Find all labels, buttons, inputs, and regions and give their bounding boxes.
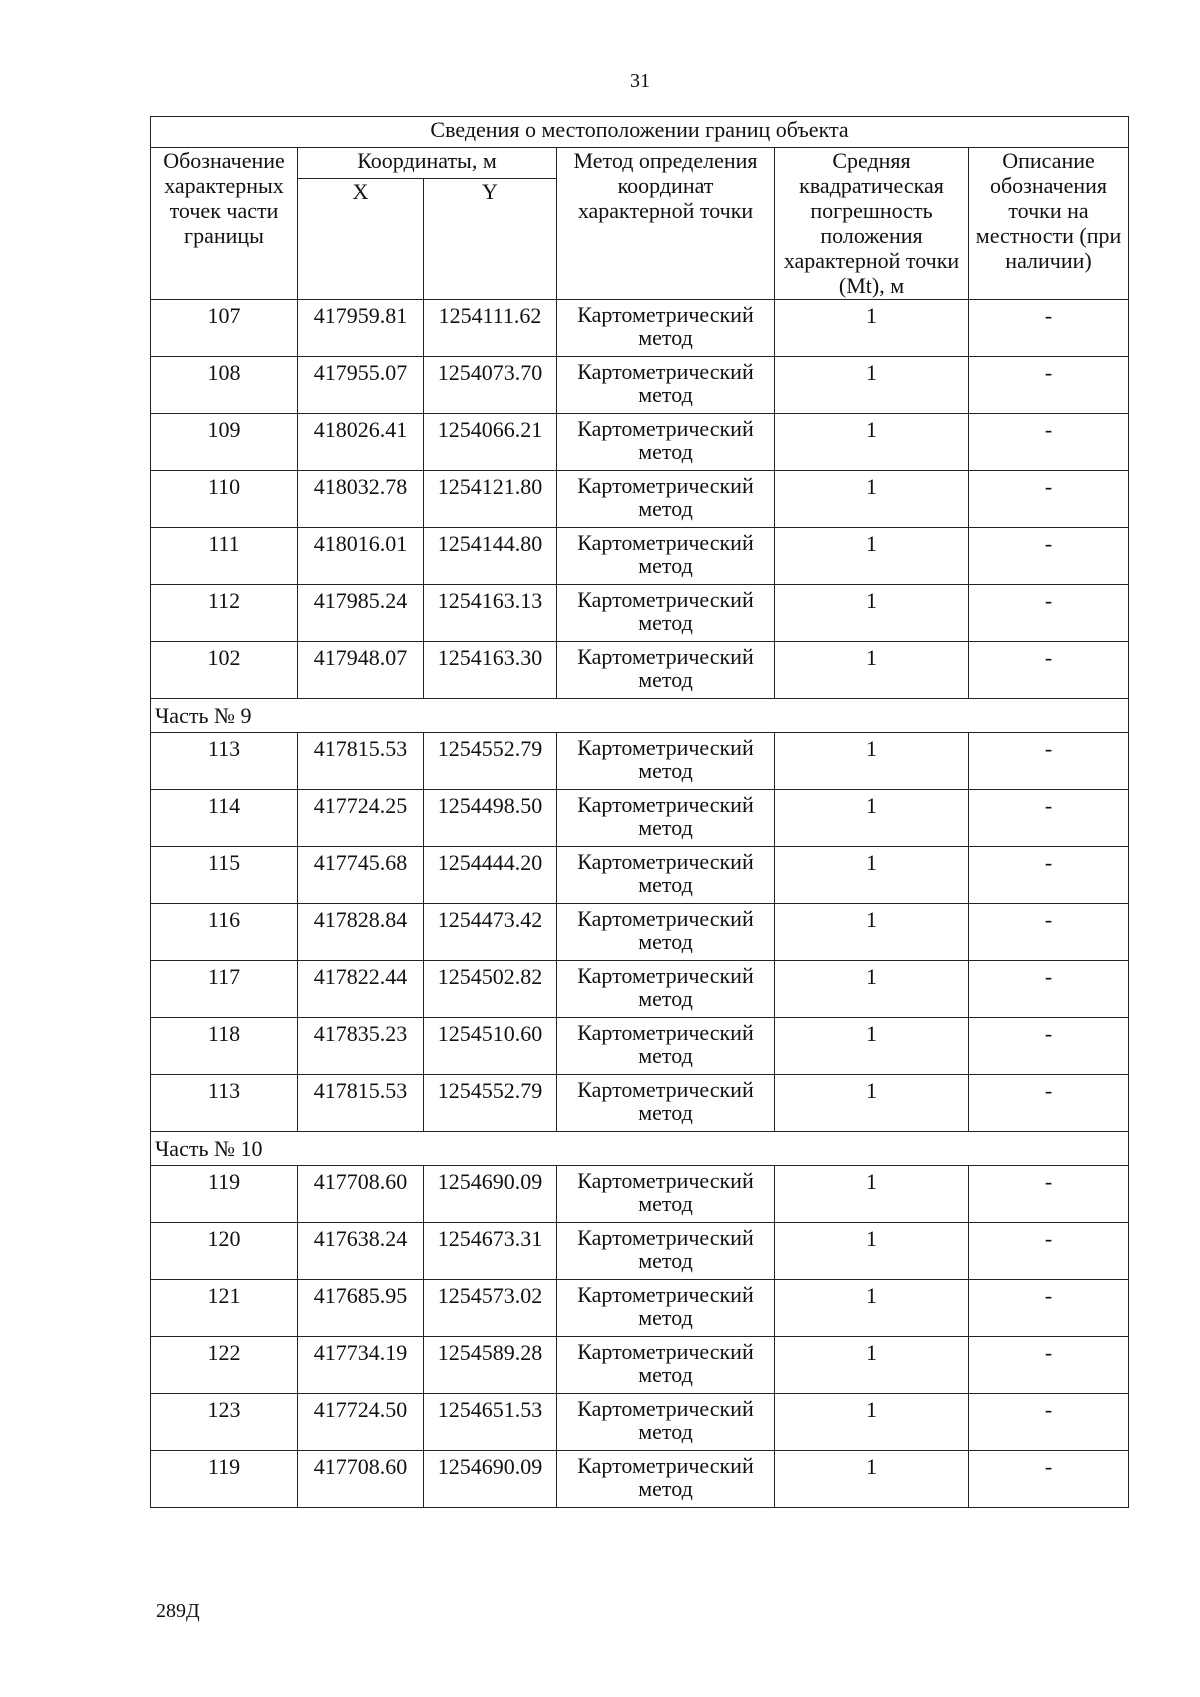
accuracy-cell: 1 bbox=[775, 528, 969, 585]
header-y: Y bbox=[424, 179, 557, 300]
description-cell: - bbox=[969, 847, 1129, 904]
point-cell: 123 bbox=[151, 1394, 298, 1451]
header-coords: Координаты, м bbox=[298, 148, 557, 179]
x-cell: 417734.19 bbox=[298, 1337, 424, 1394]
accuracy-cell: 1 bbox=[775, 1166, 969, 1223]
description-cell: - bbox=[969, 1451, 1129, 1508]
table-row bbox=[151, 961, 1129, 1018]
page-number: 31 bbox=[630, 70, 650, 92]
method-cell: Картометрический метод bbox=[557, 1223, 775, 1280]
point-cell: 108 bbox=[151, 357, 298, 414]
description-cell: - bbox=[969, 1394, 1129, 1451]
x-cell: 418016.01 bbox=[298, 528, 424, 585]
point-cell: 119 bbox=[151, 1451, 298, 1508]
method-cell: Картометрический метод bbox=[557, 790, 775, 847]
accuracy-cell: 1 bbox=[775, 1075, 969, 1132]
method-cell: Картометрический метод bbox=[557, 1451, 775, 1508]
accuracy-cell: 1 bbox=[775, 300, 969, 357]
method-cell: Картометрический метод bbox=[557, 961, 775, 1018]
description-cell: - bbox=[969, 300, 1129, 357]
x-cell: 417685.95 bbox=[298, 1280, 424, 1337]
document-code: 289Д bbox=[156, 1600, 200, 1622]
table-row bbox=[151, 585, 1129, 642]
point-cell: 117 bbox=[151, 961, 298, 1018]
accuracy-cell: 1 bbox=[775, 847, 969, 904]
table-row bbox=[151, 528, 1129, 585]
table-row bbox=[151, 1451, 1129, 1508]
description-cell: - bbox=[969, 414, 1129, 471]
method-cell: Картометрический метод bbox=[557, 1166, 775, 1223]
table-row bbox=[151, 471, 1129, 528]
part-label: Часть № 9 bbox=[151, 699, 1129, 733]
x-cell: 417708.60 bbox=[298, 1451, 424, 1508]
accuracy-cell: 1 bbox=[775, 414, 969, 471]
table-row bbox=[151, 1394, 1129, 1451]
accuracy-cell: 1 bbox=[775, 961, 969, 1018]
y-cell: 1254066.21 bbox=[424, 414, 557, 471]
header-description: Описание обозначения точки на местности (при наличии) bbox=[969, 148, 1129, 300]
point-cell: 115 bbox=[151, 847, 298, 904]
x-cell: 417959.81 bbox=[298, 300, 424, 357]
method-cell: Картометрический метод bbox=[557, 1280, 775, 1337]
point-cell: 114 bbox=[151, 790, 298, 847]
header-accuracy: Средняя квадратическая погрешность положения характерной точки (Mt), м bbox=[775, 148, 969, 300]
table-row bbox=[151, 300, 1129, 357]
table-row bbox=[151, 414, 1129, 471]
accuracy-cell: 1 bbox=[775, 585, 969, 642]
x-cell: 418032.78 bbox=[298, 471, 424, 528]
method-cell: Картометрический метод bbox=[557, 1337, 775, 1394]
y-cell: 1254673.31 bbox=[424, 1223, 557, 1280]
table-title: Сведения о местоположении границ объекта bbox=[151, 117, 1129, 148]
method-cell: Картометрический метод bbox=[557, 528, 775, 585]
description-cell: - bbox=[969, 790, 1129, 847]
description-cell: - bbox=[969, 585, 1129, 642]
y-cell: 1254111.62 bbox=[424, 300, 557, 357]
method-cell: Картометрический метод bbox=[557, 1075, 775, 1132]
x-cell: 417948.07 bbox=[298, 642, 424, 699]
table-row bbox=[151, 1280, 1129, 1337]
x-cell: 417708.60 bbox=[298, 1166, 424, 1223]
part-label-row bbox=[151, 1132, 1129, 1166]
accuracy-cell: 1 bbox=[775, 642, 969, 699]
y-cell: 1254510.60 bbox=[424, 1018, 557, 1075]
accuracy-cell: 1 bbox=[775, 357, 969, 414]
point-cell: 107 bbox=[151, 300, 298, 357]
description-cell: - bbox=[969, 1075, 1129, 1132]
table-row bbox=[151, 733, 1129, 790]
x-cell: 417955.07 bbox=[298, 357, 424, 414]
table-row bbox=[151, 642, 1129, 699]
table-row bbox=[151, 1075, 1129, 1132]
y-cell: 1254473.42 bbox=[424, 904, 557, 961]
y-cell: 1254163.30 bbox=[424, 642, 557, 699]
y-cell: 1254502.82 bbox=[424, 961, 557, 1018]
part-label-row bbox=[151, 699, 1129, 733]
x-cell: 417815.53 bbox=[298, 1075, 424, 1132]
description-cell: - bbox=[969, 1337, 1129, 1394]
description-cell: - bbox=[969, 904, 1129, 961]
x-cell: 417822.44 bbox=[298, 961, 424, 1018]
accuracy-cell: 1 bbox=[775, 1337, 969, 1394]
y-cell: 1254444.20 bbox=[424, 847, 557, 904]
point-cell: 121 bbox=[151, 1280, 298, 1337]
table-row bbox=[151, 1166, 1129, 1223]
method-cell: Картометрический метод bbox=[557, 904, 775, 961]
y-cell: 1254589.28 bbox=[424, 1337, 557, 1394]
accuracy-cell: 1 bbox=[775, 471, 969, 528]
table-row bbox=[151, 357, 1129, 414]
description-cell: - bbox=[969, 733, 1129, 790]
y-cell: 1254073.70 bbox=[424, 357, 557, 414]
point-cell: 120 bbox=[151, 1223, 298, 1280]
point-cell: 111 bbox=[151, 528, 298, 585]
point-cell: 116 bbox=[151, 904, 298, 961]
x-cell: 417835.23 bbox=[298, 1018, 424, 1075]
table-row bbox=[151, 1018, 1129, 1075]
method-cell: Картометрический метод bbox=[557, 847, 775, 904]
y-cell: 1254552.79 bbox=[424, 733, 557, 790]
x-cell: 417638.24 bbox=[298, 1223, 424, 1280]
table-row bbox=[151, 847, 1129, 904]
x-cell: 417745.68 bbox=[298, 847, 424, 904]
x-cell: 417828.84 bbox=[298, 904, 424, 961]
accuracy-cell: 1 bbox=[775, 1018, 969, 1075]
y-cell: 1254651.53 bbox=[424, 1394, 557, 1451]
y-cell: 1254498.50 bbox=[424, 790, 557, 847]
description-cell: - bbox=[969, 528, 1129, 585]
x-cell: 417815.53 bbox=[298, 733, 424, 790]
point-cell: 102 bbox=[151, 642, 298, 699]
point-cell: 109 bbox=[151, 414, 298, 471]
method-cell: Картометрический метод bbox=[557, 414, 775, 471]
table-row bbox=[151, 790, 1129, 847]
description-cell: - bbox=[969, 1166, 1129, 1223]
boundary-coordinates-table bbox=[150, 116, 1129, 1508]
description-cell: - bbox=[969, 1223, 1129, 1280]
part-label: Часть № 10 bbox=[151, 1132, 1129, 1166]
y-cell: 1254552.79 bbox=[424, 1075, 557, 1132]
table-body bbox=[151, 300, 1129, 1508]
x-cell: 417724.50 bbox=[298, 1394, 424, 1451]
point-cell: 112 bbox=[151, 585, 298, 642]
method-cell: Картометрический метод bbox=[557, 1394, 775, 1451]
method-cell: Картометрический метод bbox=[557, 471, 775, 528]
table-row bbox=[151, 1223, 1129, 1280]
y-cell: 1254163.13 bbox=[424, 585, 557, 642]
table-row bbox=[151, 1337, 1129, 1394]
method-cell: Картометрический метод bbox=[557, 357, 775, 414]
point-cell: 110 bbox=[151, 471, 298, 528]
accuracy-cell: 1 bbox=[775, 1451, 969, 1508]
header-method: Метод определения координат характерной точки bbox=[557, 148, 775, 300]
method-cell: Картометрический метод bbox=[557, 300, 775, 357]
x-cell: 417985.24 bbox=[298, 585, 424, 642]
description-cell: - bbox=[969, 961, 1129, 1018]
y-cell: 1254690.09 bbox=[424, 1166, 557, 1223]
point-cell: 122 bbox=[151, 1337, 298, 1394]
y-cell: 1254690.09 bbox=[424, 1451, 557, 1508]
accuracy-cell: 1 bbox=[775, 1394, 969, 1451]
header-point: Обозначение характерных точек части границы bbox=[151, 148, 298, 300]
description-cell: - bbox=[969, 471, 1129, 528]
accuracy-cell: 1 bbox=[775, 1223, 969, 1280]
point-cell: 113 bbox=[151, 1075, 298, 1132]
point-cell: 113 bbox=[151, 733, 298, 790]
accuracy-cell: 1 bbox=[775, 904, 969, 961]
y-cell: 1254121.80 bbox=[424, 471, 557, 528]
y-cell: 1254144.80 bbox=[424, 528, 557, 585]
accuracy-cell: 1 bbox=[775, 790, 969, 847]
header-x: X bbox=[298, 179, 424, 300]
method-cell: Картометрический метод bbox=[557, 642, 775, 699]
y-cell: 1254573.02 bbox=[424, 1280, 557, 1337]
method-cell: Картометрический метод bbox=[557, 1018, 775, 1075]
description-cell: - bbox=[969, 1018, 1129, 1075]
point-cell: 118 bbox=[151, 1018, 298, 1075]
accuracy-cell: 1 bbox=[775, 733, 969, 790]
point-cell: 119 bbox=[151, 1166, 298, 1223]
method-cell: Картометрический метод bbox=[557, 733, 775, 790]
x-cell: 418026.41 bbox=[298, 414, 424, 471]
method-cell: Картометрический метод bbox=[557, 585, 775, 642]
x-cell: 417724.25 bbox=[298, 790, 424, 847]
accuracy-cell: 1 bbox=[775, 1280, 969, 1337]
description-cell: - bbox=[969, 357, 1129, 414]
description-cell: - bbox=[969, 1280, 1129, 1337]
description-cell: - bbox=[969, 642, 1129, 699]
table-row bbox=[151, 904, 1129, 961]
